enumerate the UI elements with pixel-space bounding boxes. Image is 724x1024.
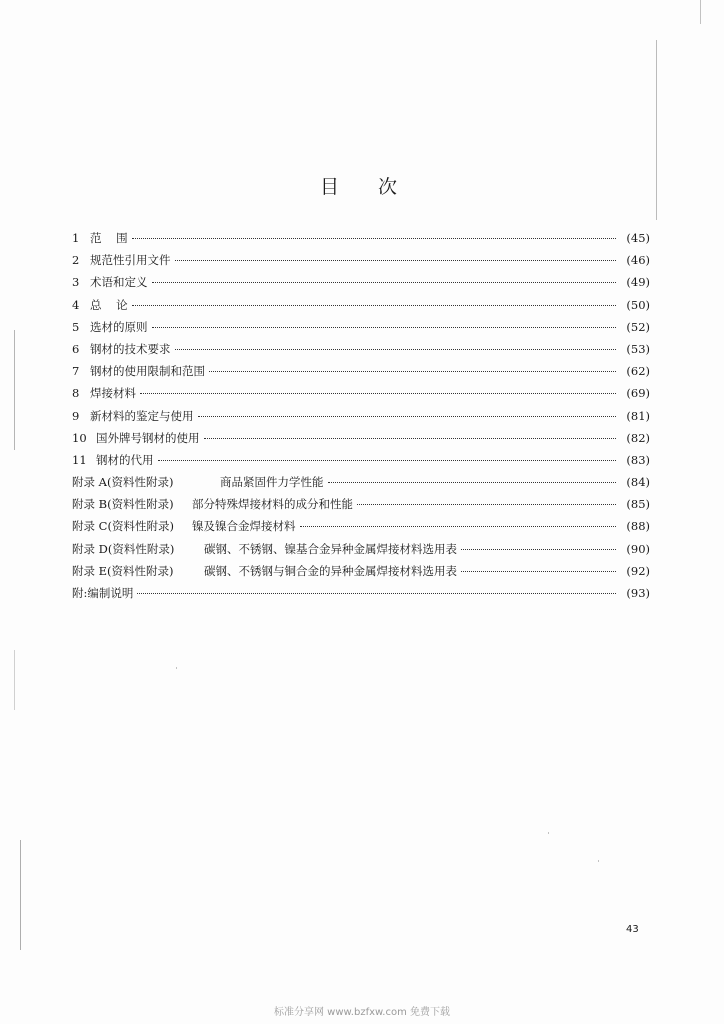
- toc-entry-title: 国外牌号钢材的使用: [96, 430, 200, 445]
- toc-entry[interactable]: [72, 297, 650, 319]
- toc-entry-title: 总 论: [90, 297, 128, 312]
- toc-entry-page: (92): [626, 563, 650, 578]
- scan-edge-line: [14, 330, 15, 450]
- toc-entry-appendix[interactable]: [72, 541, 650, 563]
- toc-entry-title: 部分特殊焊接材料的成分和性能: [192, 497, 353, 512]
- toc-entry[interactable]: [72, 363, 650, 385]
- toc-entry[interactable]: [72, 274, 650, 296]
- scan-speck: [176, 667, 177, 669]
- toc-leader-dots: [357, 504, 616, 505]
- toc-entry-number: 2: [72, 253, 80, 268]
- toc-entry-number: 9: [72, 408, 80, 423]
- toc-entry-number: 附录 E(资料性附录): [72, 563, 174, 578]
- toc-entry-title: 钢材的技术要求: [90, 341, 171, 356]
- toc-entry-page: (46): [626, 253, 650, 268]
- toc-leader-dots: [209, 371, 616, 372]
- toc-entry-number: 附录 A(资料性附录): [72, 475, 174, 490]
- toc-entry[interactable]: [72, 252, 650, 274]
- toc-entry[interactable]: [72, 452, 650, 474]
- scan-edge-line: [20, 840, 21, 950]
- toc-entry-title: 钢材的代用: [96, 452, 154, 467]
- toc-entry-title: 规范性引用文件: [90, 253, 171, 268]
- toc-entry-number: 附:: [72, 586, 88, 600]
- toc-leader-dots: [152, 282, 617, 283]
- toc-entry-page: (53): [626, 341, 650, 356]
- toc-entry-title: 编制说明: [87, 586, 134, 600]
- toc-entry-page: (84): [626, 475, 650, 490]
- toc-leader-dots: [175, 260, 617, 261]
- toc-leader-dots: [461, 549, 616, 550]
- toc-entry-page: (85): [626, 497, 650, 512]
- toc-entry[interactable]: [72, 319, 650, 341]
- toc-entry-page: (93): [626, 586, 650, 600]
- toc-entry-title: 镍及镍合金焊接材料: [192, 519, 296, 534]
- scan-edge-line: [656, 40, 657, 220]
- toc-entry-appendix[interactable]: [72, 474, 650, 496]
- toc-entry-page: (88): [626, 519, 650, 534]
- toc-entry[interactable]: [72, 408, 650, 430]
- watermark: 标准分享网 www.bzfxw.com 免费下载: [274, 1007, 450, 1018]
- toc-leader-dots: [328, 482, 617, 483]
- toc-leader-dots: [140, 393, 616, 394]
- toc-leader-dots: [461, 571, 616, 572]
- toc-leader-dots: [158, 460, 617, 461]
- toc-entry-title: 选材的原则: [90, 319, 148, 334]
- toc-entry-number: 5: [72, 319, 80, 334]
- toc-entry-title: 术语和定义: [90, 275, 148, 290]
- toc-title-char-1: 目: [320, 176, 340, 198]
- scan-speck: [598, 860, 599, 862]
- toc-leader-dots: [152, 327, 617, 328]
- toc-leader-dots: [198, 416, 617, 417]
- toc-entry-number: 6: [72, 341, 80, 356]
- toc-entry-page: (69): [626, 386, 650, 401]
- toc-entry-page: (45): [626, 231, 650, 245]
- toc-entry-appendix[interactable]: [72, 585, 650, 607]
- toc-entry-title: 范 围: [90, 231, 128, 245]
- toc-entry-number: 1: [72, 231, 80, 245]
- toc-entry-appendix[interactable]: [72, 563, 650, 585]
- toc-entry-number: 8: [72, 386, 80, 401]
- toc-entry-page: (81): [626, 408, 650, 423]
- scan-speck: [548, 832, 549, 834]
- toc-entry-page: (83): [626, 452, 650, 467]
- toc-entry-number: 7: [72, 364, 80, 379]
- toc-entry-appendix[interactable]: [72, 496, 650, 518]
- table-of-contents: [72, 230, 650, 607]
- toc-entry-number: 10: [72, 430, 87, 445]
- toc-entry[interactable]: [72, 230, 650, 252]
- toc-entry-page: (50): [626, 297, 650, 312]
- toc-entry-page: (90): [626, 541, 650, 556]
- toc-leader-dots: [175, 349, 617, 350]
- toc-entry-number: 附录 B(资料性附录): [72, 497, 174, 512]
- toc-entry-page: (62): [626, 364, 650, 379]
- toc-entry-number: 附录 D(资料性附录): [72, 541, 175, 556]
- toc-entry-title: 碳钢、不锈钢、镍基合金异种金属焊接材料选用表: [204, 541, 457, 556]
- toc-entry-number: 4: [72, 297, 80, 312]
- toc-entry-page: (82): [626, 430, 650, 445]
- toc-entry[interactable]: [72, 430, 650, 452]
- toc-entry[interactable]: [72, 341, 650, 363]
- toc-entry-appendix[interactable]: [72, 518, 650, 540]
- toc-leader-dots: [300, 526, 617, 527]
- toc-entry-title: 钢材的使用限制和范围: [90, 364, 205, 379]
- toc-entry-number: 附录 C(资料性附录): [72, 519, 174, 534]
- toc-entry-title: 新材料的鉴定与使用: [90, 408, 194, 423]
- toc-entry[interactable]: [72, 385, 650, 407]
- toc-leader-dots: [132, 238, 616, 239]
- toc-entry-number: 11: [72, 452, 87, 467]
- scan-edge-line: [700, 0, 701, 24]
- page-number: 43: [626, 924, 639, 935]
- toc-entry-number: 3: [72, 275, 80, 290]
- toc-entry-page: (52): [626, 319, 650, 334]
- toc-title-char-2: 次: [378, 176, 398, 198]
- toc-entry-title: 碳钢、不锈钢与铜合金的异种金属焊接材料选用表: [204, 563, 457, 578]
- toc-leader-dots: [132, 305, 616, 306]
- toc-leader-dots: [137, 593, 616, 594]
- toc-entry-page: (49): [626, 275, 650, 290]
- toc-leader-dots: [204, 438, 617, 439]
- toc-entry-title: 商品紧固件力学性能: [220, 475, 324, 490]
- scan-edge-line: [14, 650, 15, 710]
- toc-entry-title: 焊接材料: [90, 386, 136, 401]
